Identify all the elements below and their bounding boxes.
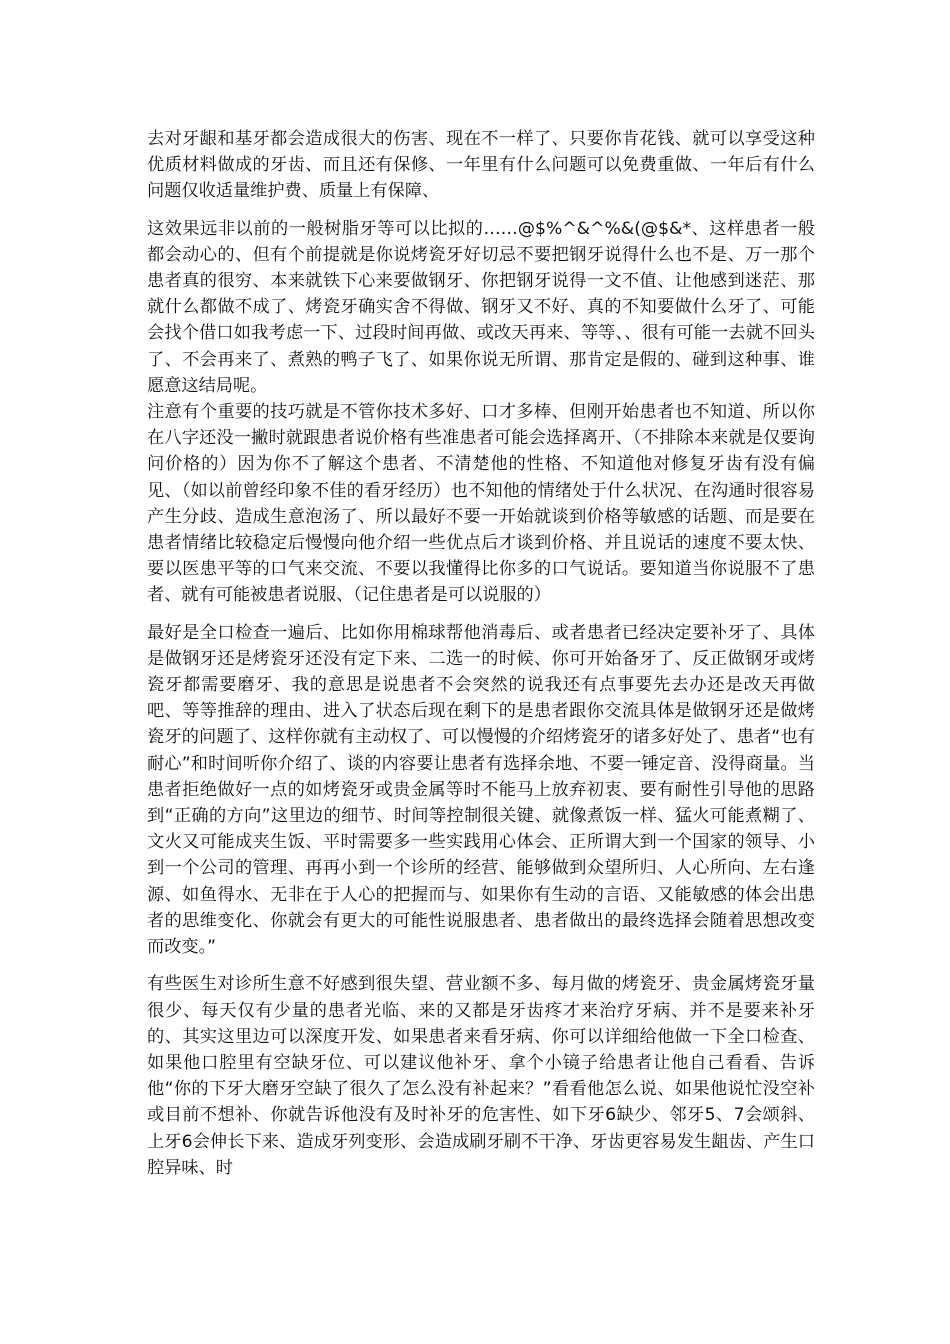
document-body: [147, 126, 815, 1181]
paragraph-4: 最好是全口检查一遍后、比如你用棉球帮他消毒后、或者患者已经决定要补牙了、具体是做钢牙还是烤瓷牙还没有定下来、二选一的时候、你可开始备牙了、反正做钢牙或烤瓷牙都需要磨牙、我的意思是说患者不会突然的说我还有点事要先去办还是改天再做吧、等等推辞的理由、进入了状态后现在剩下的是患者跟你交流具体是做钢牙还是做烤瓷牙的问题了、这样你就有主动权了、可以慢慢的介绍烤瓷牙的诸多好处了、患者“也有耐心”和时间听你介绍了、谈的内容要让患者有选择余地、不要一锤定音、没得商量。当患者拒绝做好一点的如烤瓷牙或贵金属等时不能马上放弃初衷、要有耐性引导他的思路到“正确的方向”这里边的细节、时间等控制很关键、就像煮饭一样、猛火可能煮糊了、文火又可能成夹生饭、平时需要多一些实践用心体会、正所谓大到一个国家的领导、小到一个公司的管理、再再小到一个诊所的经营、能够做到众望所归、人心所向、左右逢源、如鱼得水、无非在于人心的把握而与、如果你有生动的言语、又能敏感的体会出患者的思维变化、你就会有更大的可能性说服患者、患者做出的最终选择会随着思想改变而改变。”: [147, 622, 815, 958]
paragraph-5: 有些医生对诊所生意不好感到很失望、营业额不多、每月做的烤瓷牙、贵金属烤瓷牙量很少、每天仅有少量的患者光临、来的又都是牙齿疼才来治疗牙病、并不是要来补牙的、其实这里边可以深度开发、如果患者来看牙病、你可以详细给他做一下全口检查、如果他口腔里有空缺牙位、可以建议他补牙、拿个小镜子给患者让他自己看看、告诉他“你的下牙大磨牙空缺了很久了怎么没有补起来？”看看他怎么说、如果他说忙没空补或目前不想补、你就告诉他没有及时补牙的危害性、如下牙6缺少、邻牙5、7会颂斜、上牙6会伸长下来、造成牙列变形、会造成刷牙刷不干净、牙齿更容易发生龃齿、产生口腔异味、时: [147, 974, 815, 1178]
paragraph-2: 这效果远非以前的一般树脂牙等可以比拟的……@$%^&^%&(@$&*、这样患者一般都会动心的、但有个前提就是你说烤瓷牙好切忌不要把钢牙说得什么也不是、万一那个患者真的很穷、本来就铁下心来要做钢牙、你把钢牙说得一文不值、让他感到迷茫、那就什么都做不成了、烤瓷牙确实舍不得做、钢牙又不好、真的不知要做什么牙了、可能会找个借口如我考虑一下、过段时间再做、或改天再来、等等、、很有可能一去就不回头了、不会再来了、煮熟的鸭子飞了、如果你说无所谓、那肯定是假的、碰到这种事、谁愿意这结局呢。: [147, 218, 815, 396]
paragraph-3: 注意有个重要的技巧就是不管你技术多好、口才多棒、但刚开始患者也不知道、所以你在八字还没一撇时就跟患者说价格有些准患者可能会选择离开、（不排除本来就是仅要询问价格的）因为你不了解这个患者、不清楚他的性格、不知道他对修复牙齿有没有偏见、（如以前曾经印象不佳的看牙经历）也不知他的情绪处于什么状况、在沟通时很容易产生分歧、造成生意泡汤了、所以最好不要一开始就谈到价格等敏感的话题、而是要在患者情绪比较稳定后慢慢向他介绍一些优点后才谈到价格、并且说话的速度不要太快、要以医患平等的口气来交流、不要以我懂得比你多的口气说话。要知道当你说服不了患者、就有可能被患者说服、（记住患者是可以说服的）: [147, 402, 815, 606]
paragraph-1: 去对牙龈和基牙都会造成很大的伤害、现在不一样了、只要你肯花钱、就可以享受这种优质材料做成的牙齿、而且还有保修、一年里有什么问题可以免费重做、一年后有什么问题仅收适量维护费、质量上有保障、: [147, 129, 815, 202]
